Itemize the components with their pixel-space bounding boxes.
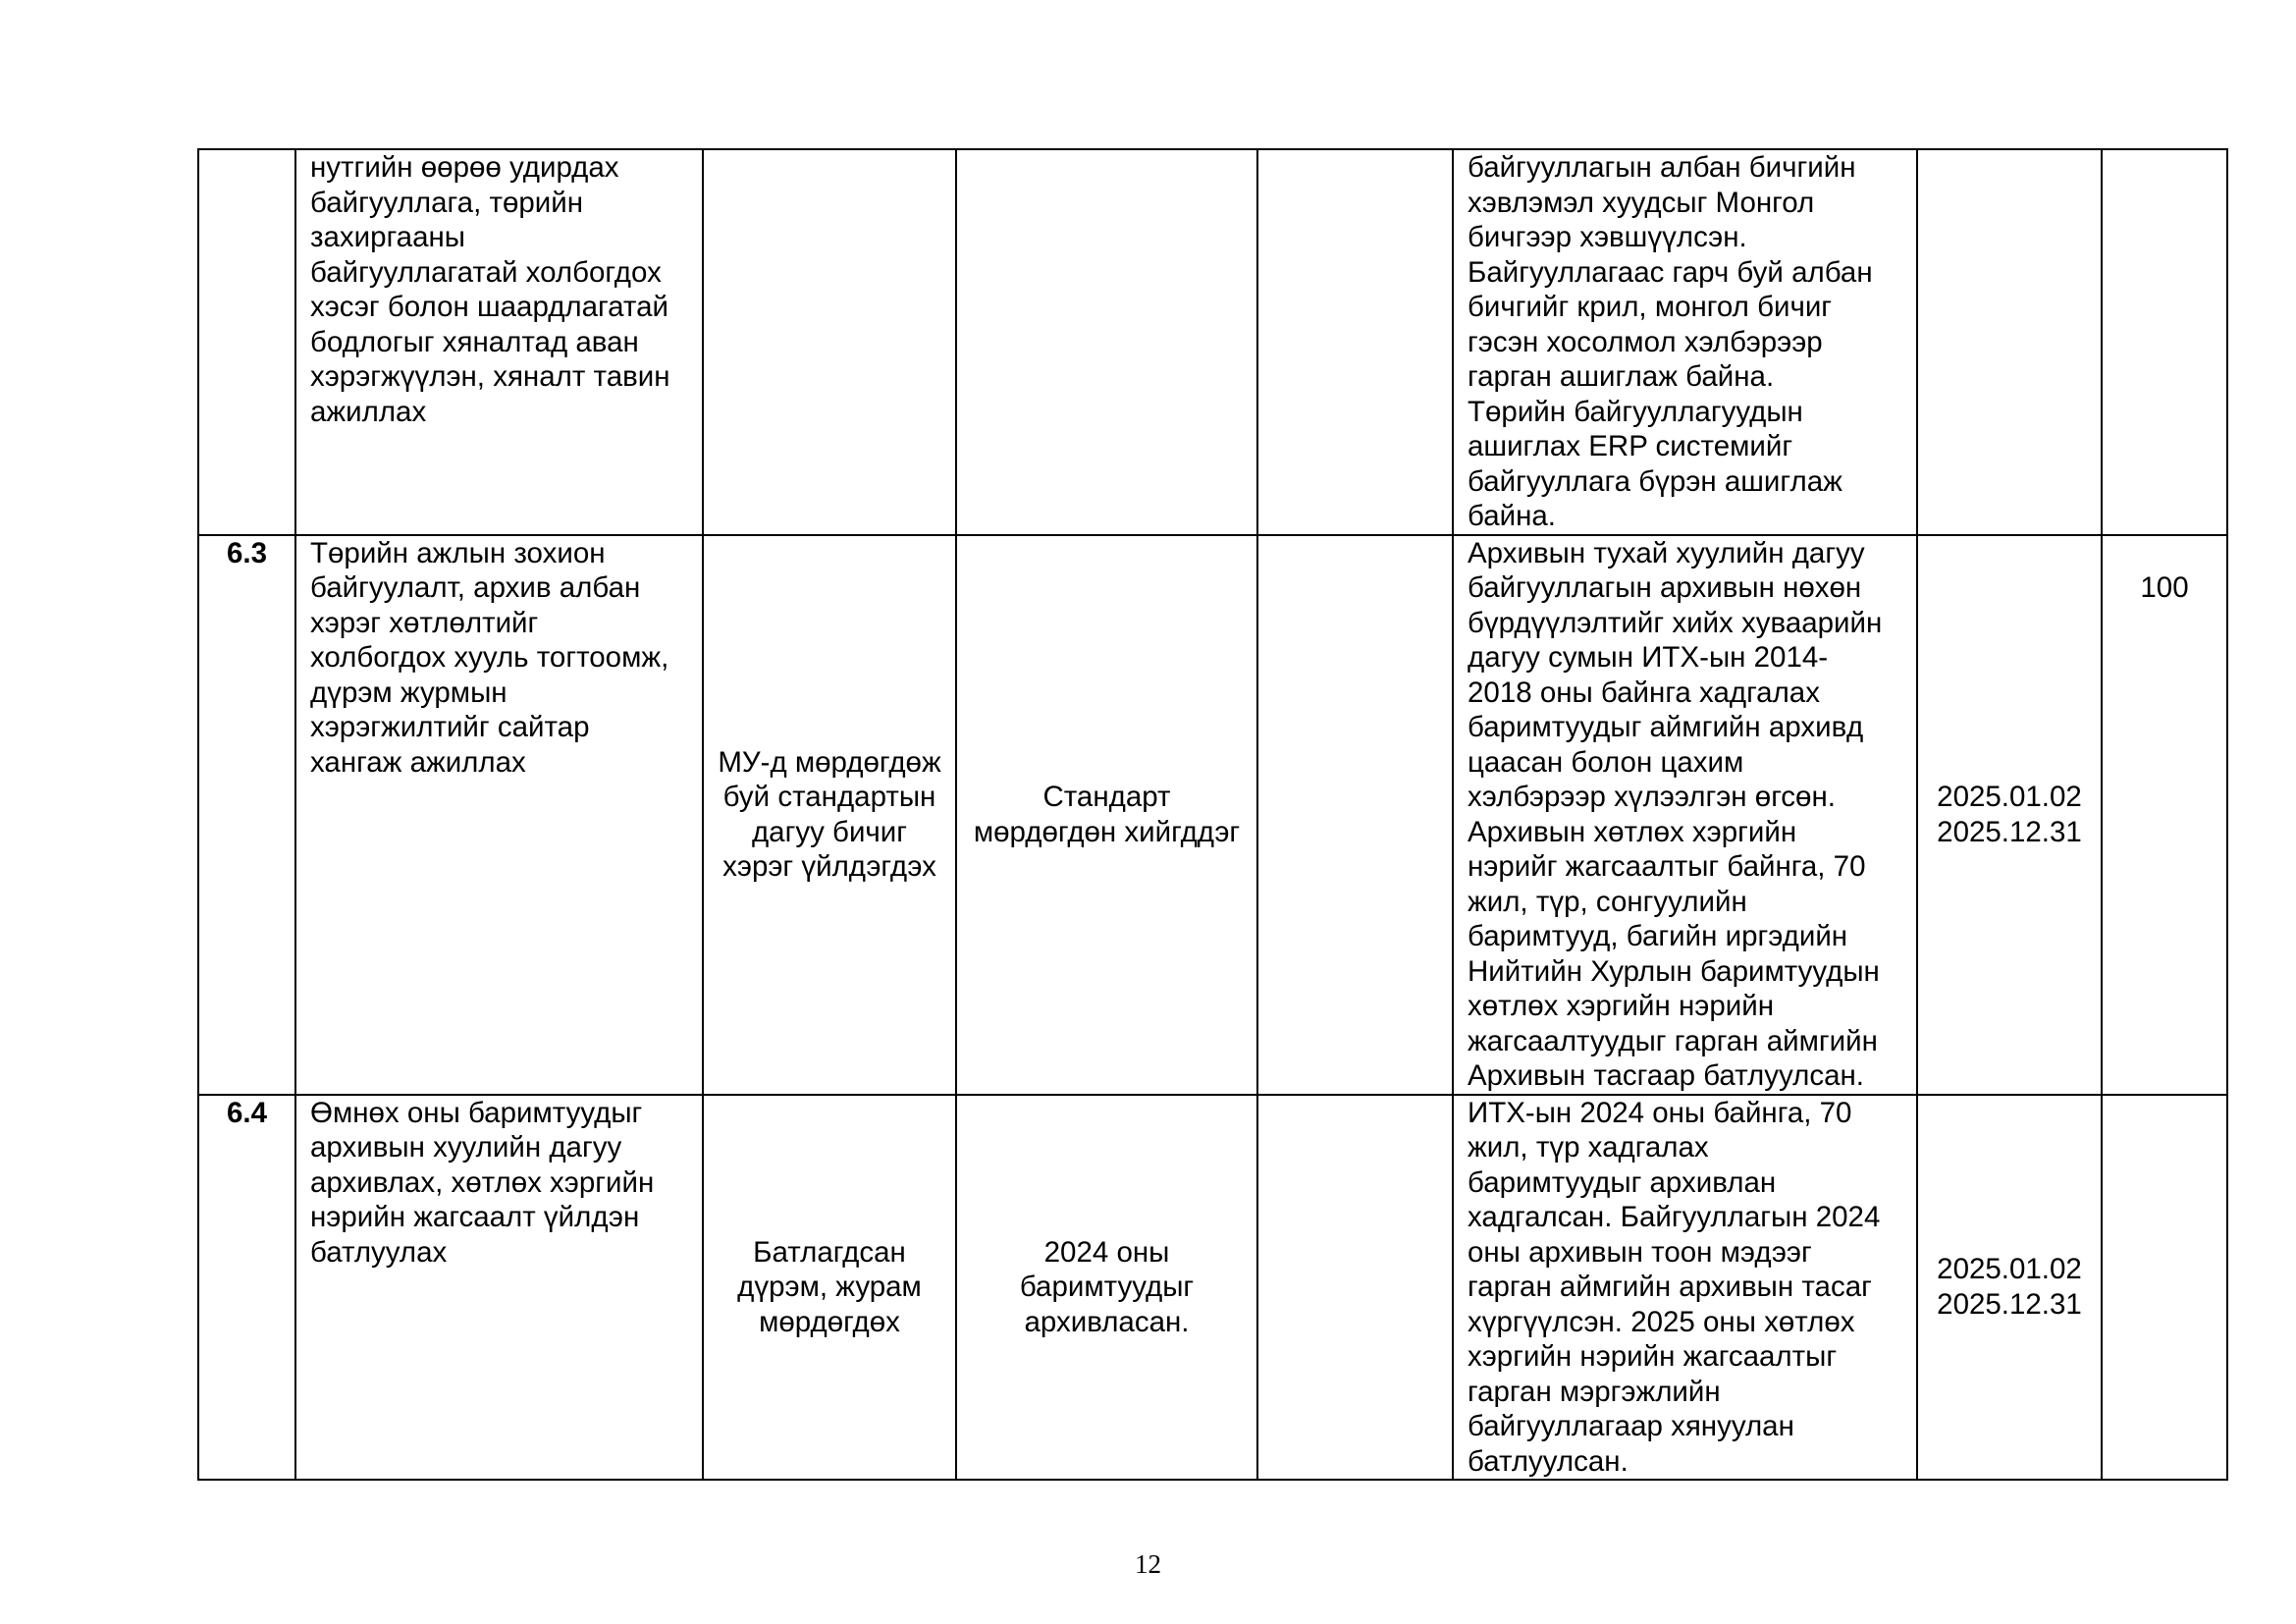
progress-line: хөтлөх хэргийн нэрийн <box>1468 990 1774 1022</box>
progress-line: Архивын тухай хуулийн дагуу <box>1468 536 1865 569</box>
target-cell: Стандарт мөрдөгдөн хийгддэг <box>956 535 1257 1095</box>
table-row <box>198 149 2227 535</box>
progress-line: гарган ашиглаж байна. <box>1468 360 1775 393</box>
progress-line: хадгалсан. Байгууллагын 2024 <box>1468 1201 1881 1233</box>
dates-cell <box>1917 149 2102 535</box>
progress-line: бичгийг крил, монгол бичиг <box>1468 291 1833 323</box>
score-cell <box>2102 1095 2227 1481</box>
activity-line: Өмнөх оны баримтуудыг <box>310 1096 643 1129</box>
row-number: 6.3 <box>198 535 295 1095</box>
activity-line: батлуулах <box>310 1235 448 1269</box>
blank-cell <box>1257 149 1453 535</box>
activity-line: архивын хуулийн дагуу <box>310 1131 622 1164</box>
progress-line: байгууллага бүрэн ашиглаж <box>1468 464 1842 498</box>
activity-line: ажиллах <box>310 395 427 428</box>
progress-line: гарган мэргэжлийн <box>1468 1375 1721 1408</box>
activity-line: холбогдох хууль тогтоомж, <box>310 641 669 674</box>
row-number <box>198 149 295 535</box>
progress-line: Төрийн байгууллагуудын <box>1468 395 1803 428</box>
activity-line: нэрийн жагсаалт үйлдэн <box>310 1201 640 1233</box>
activity-line: захиргааны <box>310 221 465 253</box>
activity-line: байгууллага, төрийн <box>310 186 584 219</box>
progress-line: бичгээр хэвшүүлсэн. <box>1468 221 1747 253</box>
activity-cell <box>295 535 703 1095</box>
progress-line: батлуулсан. <box>1468 1444 1629 1478</box>
activity-line: хэрэгжүүлэн, хяналт тавин <box>310 360 670 393</box>
activity-line: байгууллагатай холбогдох <box>310 255 662 289</box>
score-cell <box>2102 535 2227 1095</box>
progress-line: жил, түр хадгалах <box>1468 1131 1709 1164</box>
end-date: 2025.12.31 <box>1937 815 2082 848</box>
progress-line: Архивын тасгаар батлуулсан. <box>1468 1059 1864 1092</box>
progress-line: бүрдүүлэлтийг хийх хуваарийн <box>1468 606 1883 639</box>
activity-line: хангаж ажиллах <box>310 745 526 779</box>
progress-line: Нийтийн Хурлын баримтуудын <box>1468 954 1880 988</box>
progress-cell <box>1453 1095 1917 1481</box>
criteria-cell: МУ-д мөрдөгдөж буй стандартын дагуу бичиг хэрэг үйлдэгдэх <box>703 535 956 1095</box>
blank-cell <box>1257 1095 1453 1481</box>
dates-cell <box>1917 1095 2102 1481</box>
activity-line: архивлах, хөтлөх хэргийн <box>310 1165 655 1199</box>
progress-line: байгууллагын архивын нөхөн <box>1468 571 1862 604</box>
progress-line: жагсаалтуудыг гарган аймгийн <box>1468 1024 1878 1057</box>
activity-line: дүрэм журмын <box>310 676 507 709</box>
progress-cell <box>1453 535 1917 1095</box>
end-date: 2025.12.31 <box>1937 1287 2082 1321</box>
progress-line: жил, түр, сонгуулийн <box>1468 885 1747 918</box>
progress-line: 2018 оны байнга хадгалах <box>1468 676 1820 709</box>
page-number: 12 <box>1135 1549 1161 1579</box>
criteria-cell: Батлагдсан дүрэм, журам мөрдөгдөх <box>703 1095 956 1481</box>
activity-line: байгуулалт, архив албан <box>310 571 641 604</box>
progress-line: цаасан болон цахим <box>1468 745 1744 779</box>
progress-line: гарган аймгийн архивын тасаг <box>1468 1271 1872 1303</box>
progress-line: Архивын хөтлөх хэргийн <box>1468 815 1797 848</box>
progress-line: хэргийн нэрийн жагсаалтыг <box>1468 1340 1838 1373</box>
progress-line: хэвлэмэл хуудсыг Монгол <box>1468 186 1815 219</box>
activity-line: хэрэг хөтлөлтийг <box>310 606 539 639</box>
target-cell <box>956 149 1257 535</box>
progress-line: гэсэн хосолмол хэлбэрээр <box>1468 325 1823 358</box>
progress-line: байгууллагын албан бичгийн <box>1468 151 1856 184</box>
table-row <box>198 535 2227 1095</box>
progress-line: хэлбэрээр хүлээлгэн өгсөн. <box>1468 781 1836 813</box>
dates-cell <box>1917 535 2102 1095</box>
action-plan-table <box>197 148 2228 1481</box>
progress-line: хүргүүлсэн. 2025 оны хөтлөх <box>1468 1305 1855 1338</box>
progress-line: баримтуудыг архивлан <box>1468 1165 1777 1199</box>
progress-cell <box>1453 149 1917 535</box>
start-date: 2025.01.02 <box>1937 781 2082 813</box>
score-cell <box>2102 149 2227 535</box>
progress-line: баримтууд, багийн иргэдийн <box>1468 920 1848 952</box>
progress-line: оны архивын тоон мэдээг <box>1468 1235 1812 1269</box>
criteria-cell <box>703 149 956 535</box>
activity-cell <box>295 149 703 535</box>
activity-line: нутгийн өөрөө удирдах <box>310 151 619 184</box>
progress-line: ИТХ-ын 2024 оны байнга, 70 <box>1468 1096 1852 1129</box>
start-date: 2025.01.02 <box>1937 1253 2082 1286</box>
progress-line: Байгууллагаас гарч буй албан <box>1468 255 1873 289</box>
activity-line: Төрийн ажлын зохион <box>310 536 606 569</box>
activity-line: хэрэгжилтийг сайтар <box>310 711 590 743</box>
target-cell: 2024 оны баримтуудыг архивласан. <box>956 1095 1257 1481</box>
activity-line: хэсэг болон шаардлагатай <box>310 291 668 323</box>
row-number: 6.4 <box>198 1095 295 1481</box>
activity-line: бодлогыг хяналтад аван <box>310 325 639 358</box>
progress-line: ашиглах ERP системийг <box>1468 430 1793 462</box>
blank-cell <box>1257 535 1453 1095</box>
progress-line: дагуу сумын ИТХ-ын 2014- <box>1468 641 1829 674</box>
progress-line: байгууллагаар хянуулан <box>1468 1410 1794 1442</box>
score-value: 100 <box>2140 570 2189 604</box>
progress-line: байна. <box>1468 500 1556 532</box>
progress-line: нэрийг жагсаалтыг байнга, 70 <box>1468 850 1866 883</box>
table-row <box>198 1095 2227 1481</box>
activity-cell <box>295 1095 703 1481</box>
progress-line: баримтуудыг аймгийн архивд <box>1468 711 1864 743</box>
